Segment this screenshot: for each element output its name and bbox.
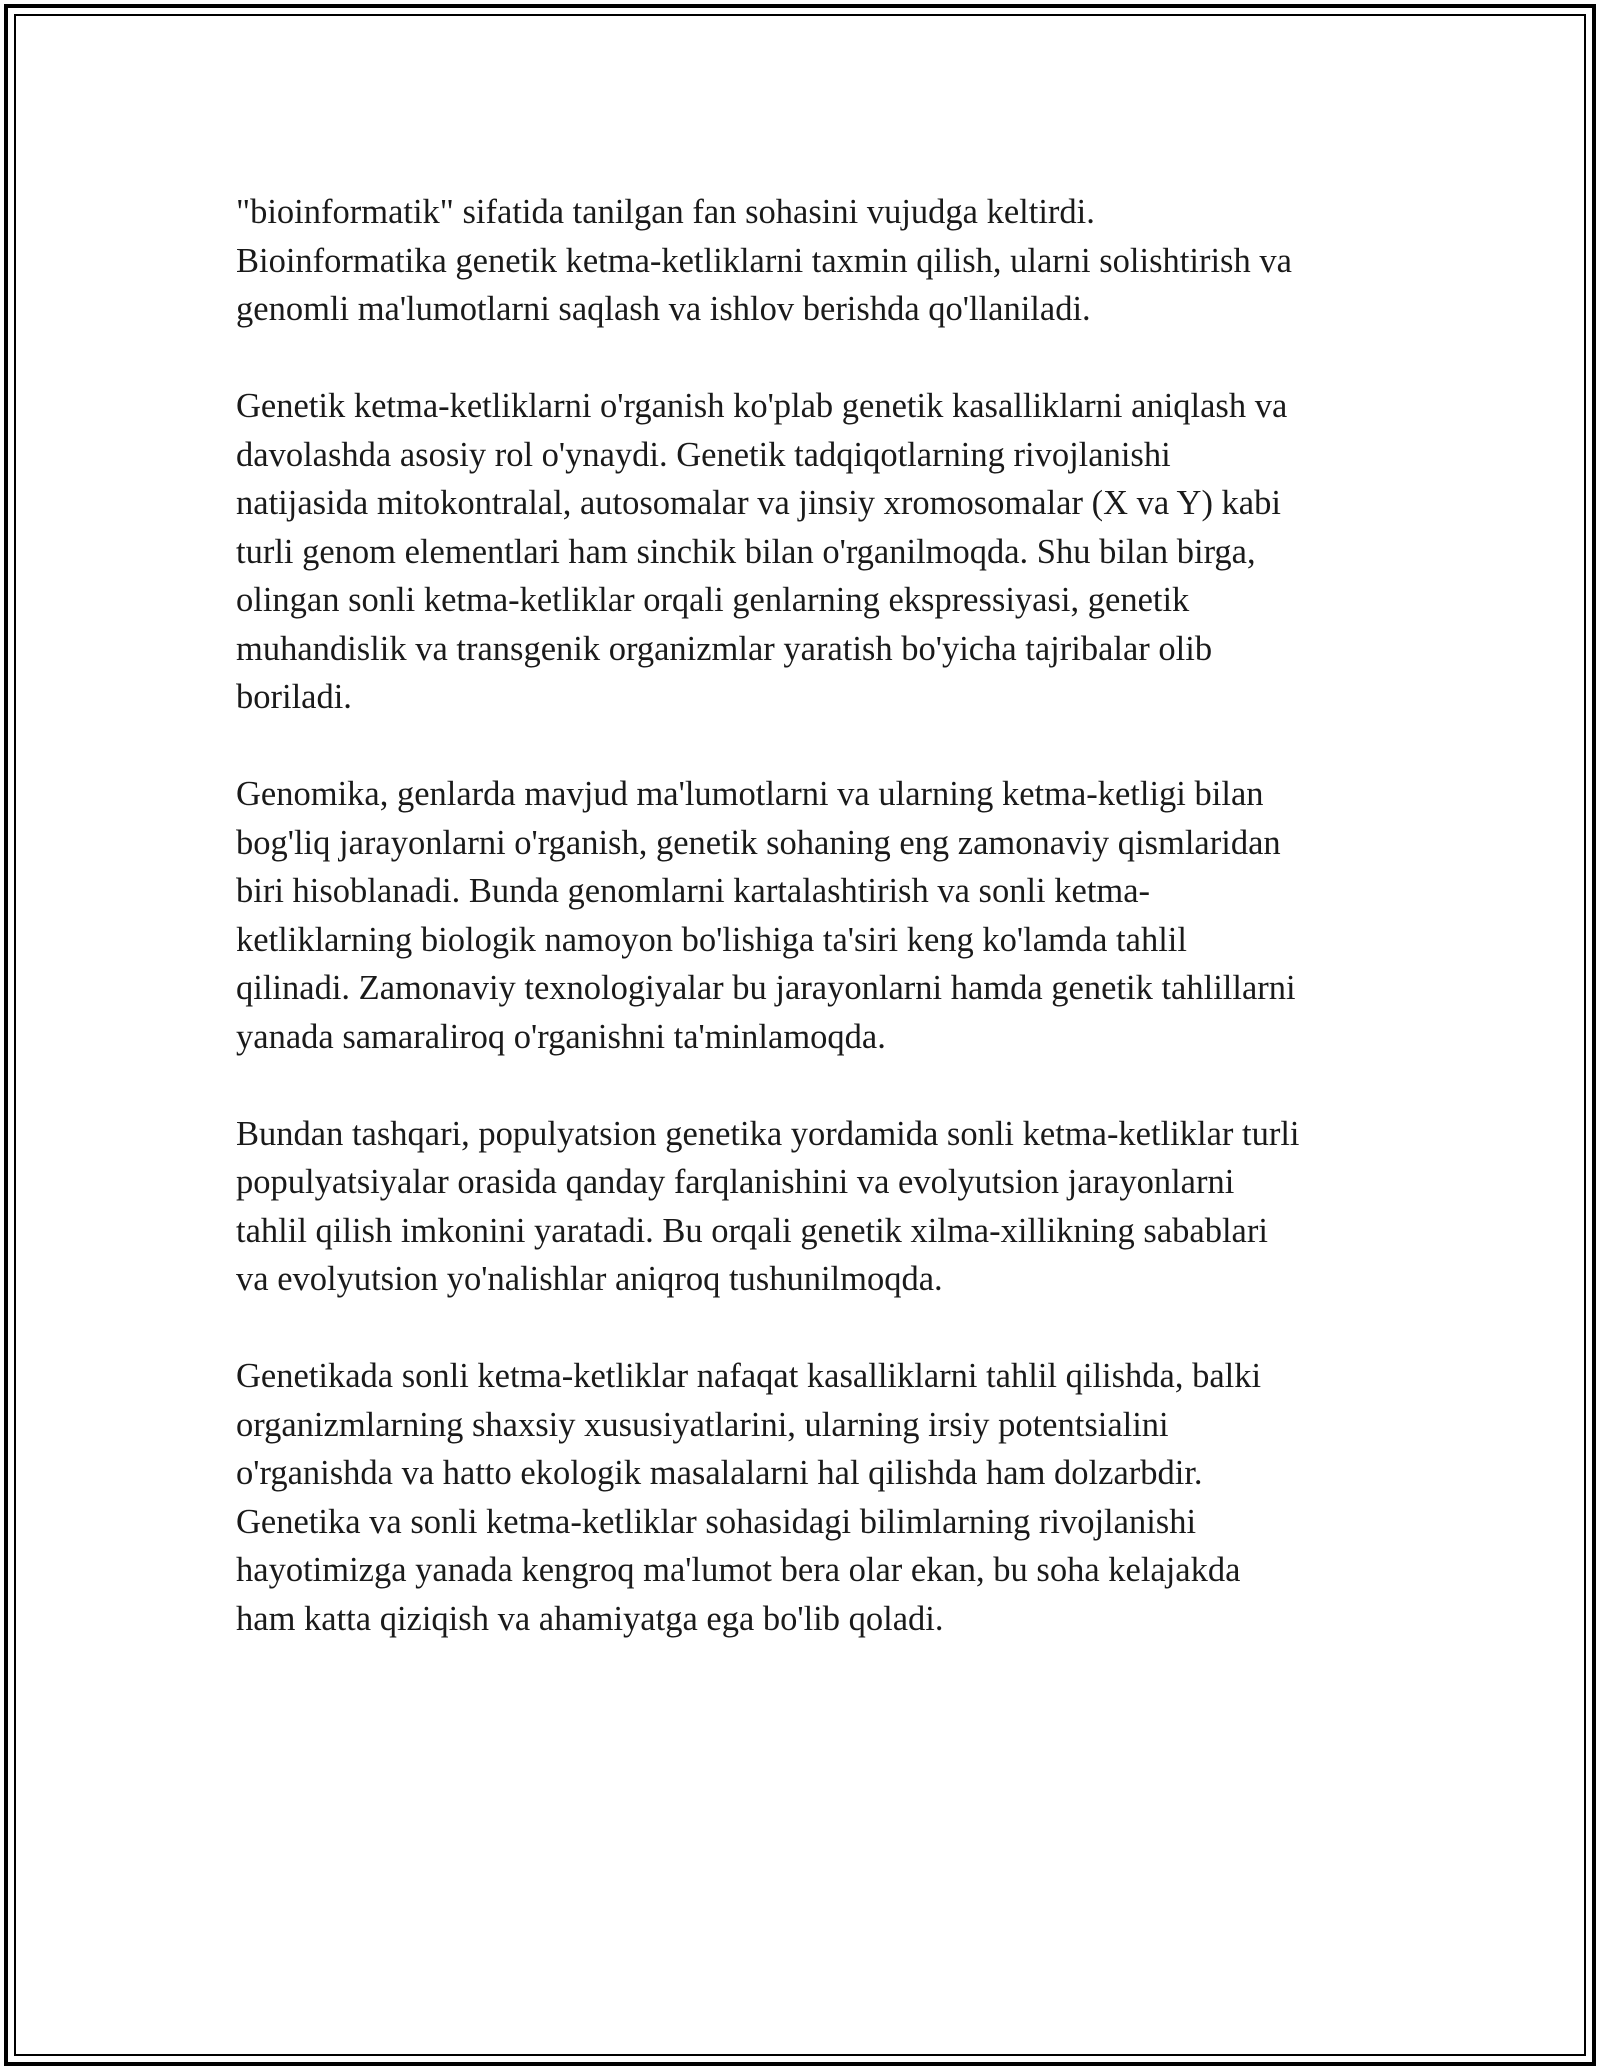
paragraph-population-genetics: Bundan tashqari, populyatsion genetika yordamida sonli ketma-ketliklar turli populyatsiyalar orasida qanday farqlanishini va evolyutsion jarayonlarni tahlil qilish imkonini yaratadi. Bu orqali genetik xilma-xillikning sabablari va evolyutsion yo'nalishlar aniqroq tushunilmoqda.: [236, 1114, 1300, 1298]
paragraph-genetic-sequences: Genetik ketma-ketliklarni o'rganish ko'plab genetik kasalliklarni aniqlash va davolashda asosiy rol o'ynaydi. Genetik tadqiqotlarning rivojlanishi natijasida mitokontralal, autosomalar va jinsiy xromosomalar (X va Y) kabi turli genom elementlari ham sinchik bilan o'rganilmoqda. Shu bilan birga, olingan sonli ketma-ketliklar orqali genlarning ekspressiyasi, genetik muhandislik va transgenik organizmlar yaratish bo'yicha tajribalar olib boriladi.: [236, 387, 1288, 716]
paragraph-bioinformatics: "bioinformatik" sifatida tanilgan fan sohasini vujudga keltirdi. Bioinformatika genetik ketma-ketliklarni taxmin qilish, ularni solishtirish va genomli ma'lumotlarni saqlash va ishlov berishda qo'llaniladi.: [236, 193, 1292, 328]
document-body: [236, 188, 1381, 1643]
paragraph-genomics: Genomika, genlarda mavjud ma'lumotlarni va ularning ketma-ketligi bilan bog'liq jarayonlarni o'rganish, genetik sohaning eng zamonaviy qismlaridan biri hisoblanadi. Bunda genomlarni kartalashtirish va sonli ketma- ketliklarning biologik namoyon bo'lishiga ta'siri keng ko'lamda tahlil qilinadi. Zamonaviy texnologiyalar bu jarayonlarni hamda genetik tahlillarni yanada samaraliroq o'rganishni ta'minlamoqda.: [236, 775, 1296, 1056]
paragraph-conclusion: Genetikada sonli ketma-ketliklar nafaqat kasalliklarni tahlil qilishda, balki organizmlarning shaxsiy xususiyatlarini, ularning irsiy potentsialini o'rganishda va hatto ekologik masalalarni hal qilishda ham dolzarbdir. Genetika va sonli ketma-ketliklar sohasidagi bilimlarning rivojlanishi hayotimizga yanada kengroq ma'lumot bera olar ekan, bu soha kelajakda ham katta qiziqish va ahamiyatga ega bo'lib qoladi.: [236, 1357, 1262, 1638]
